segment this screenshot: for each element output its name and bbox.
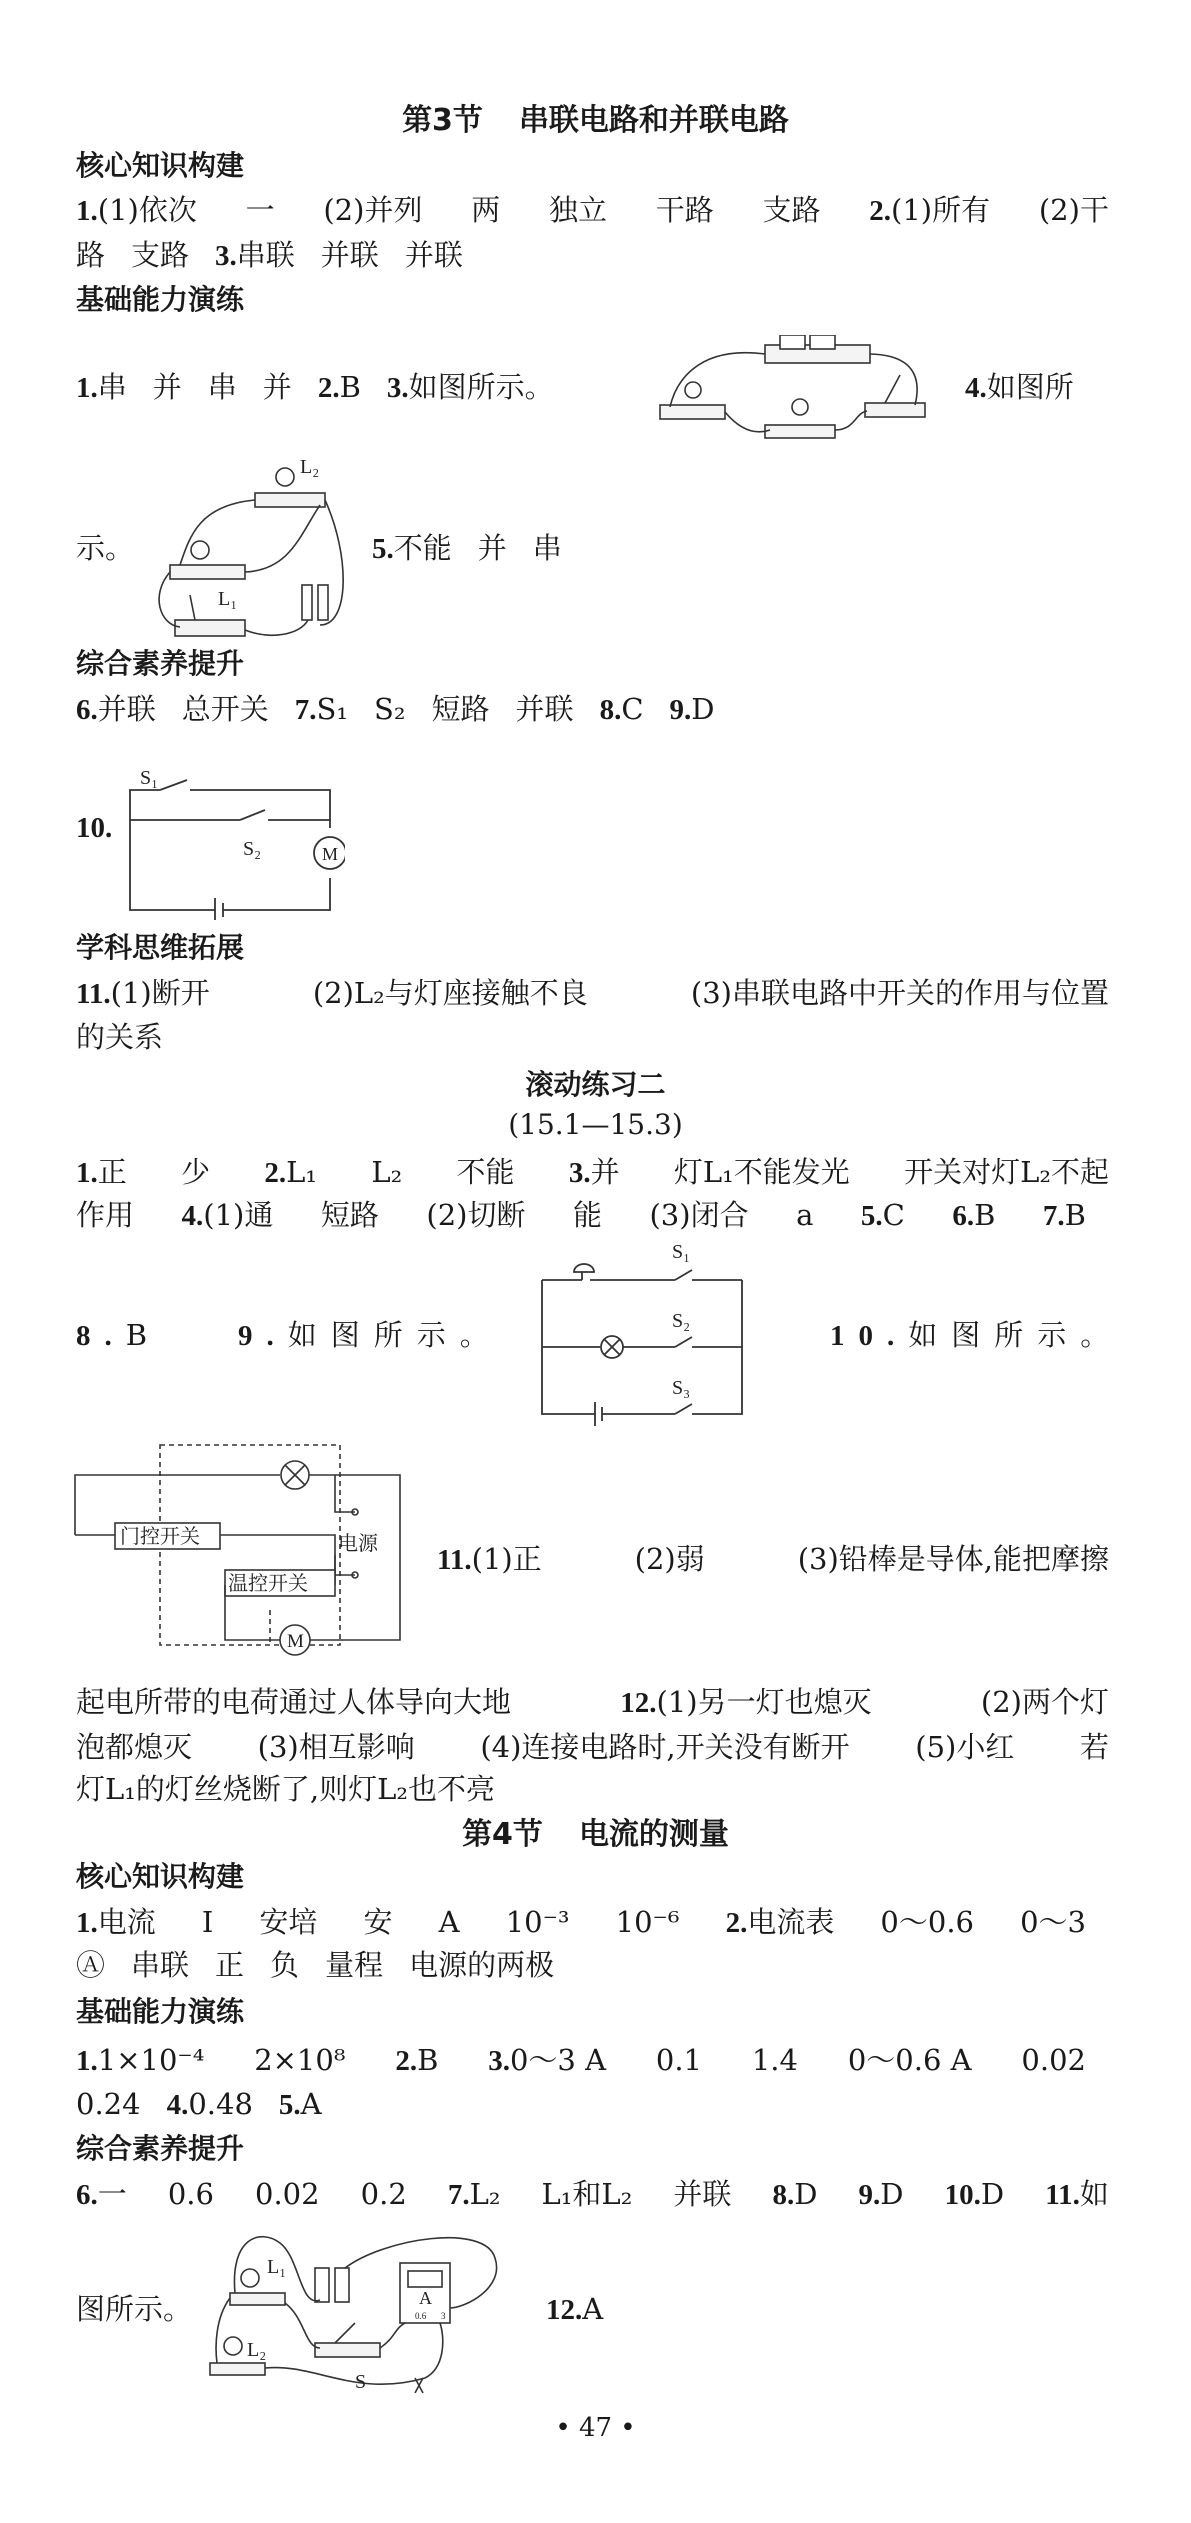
- item-number: 4.: [181, 1199, 204, 1232]
- answer-token: 开关对灯L₂不起: [904, 1155, 1109, 1189]
- item-number: 2.: [395, 2044, 418, 2077]
- answer-text: D: [691, 691, 715, 726]
- answer-token: 泡都熄灭: [76, 1730, 193, 1764]
- item-number: 1.: [76, 2044, 98, 2077]
- answer-text: 不能: [393, 530, 452, 565]
- answer-text: A: [582, 2291, 604, 2326]
- answer-token: (5)小红: [915, 1730, 1015, 1764]
- answer-text: 并联: [97, 691, 156, 726]
- door-switch-label: 门控开关: [120, 1526, 200, 1548]
- answer-text: (1)另一灯也熄灭: [656, 1684, 872, 1719]
- item-number: 2.: [264, 1156, 287, 1189]
- answer-line: [76, 1682, 1109, 1722]
- answer-line: [76, 1315, 187, 1355]
- answer-text: 如图所示。: [287, 1317, 503, 1352]
- answer-token: [546, 2289, 603, 2330]
- answer-token: a: [796, 1198, 814, 1232]
- answer-token: 并联: [320, 238, 379, 272]
- motor-label: M: [322, 844, 339, 864]
- answer-text: B: [339, 369, 361, 404]
- answer-token: 1.4: [751, 2043, 798, 2077]
- answer-token: (3)铅棒是导体,能把摩擦: [797, 1542, 1109, 1576]
- answer-token: 0～0.6: [880, 1905, 974, 1939]
- answer-token: 作用: [76, 1198, 135, 1232]
- answer-line: [76, 235, 489, 275]
- circuit-figure-q9: [530, 1232, 750, 1427]
- answer-text: 正: [97, 1154, 127, 1189]
- answer-line: [238, 1315, 529, 1355]
- switch-label: S: [355, 2371, 367, 2393]
- answer-token: Ⓐ: [76, 1948, 106, 1982]
- motor-label: M: [287, 1631, 304, 1652]
- item-number: 5.: [372, 532, 394, 565]
- answer-token: 支路: [131, 238, 190, 272]
- answer-line: [76, 1195, 1086, 1235]
- answer-token: [869, 190, 990, 231]
- answer-text: C: [882, 1197, 905, 1232]
- answer-token: [448, 2174, 501, 2215]
- lamp-l2-label: L₂: [247, 2339, 267, 2361]
- switch-s1-label: S₁: [140, 770, 159, 789]
- answer-token: L₂: [371, 1155, 403, 1189]
- power-label: 电源: [338, 1533, 378, 1555]
- item-number: 4.: [965, 371, 987, 404]
- answer-text: 如: [1079, 2176, 1109, 2211]
- answer-token: 2×10⁸: [254, 2043, 346, 2077]
- answer-line: [76, 689, 741, 729]
- answer-token: 0.02: [1021, 2043, 1086, 2077]
- answer-token: [76, 1902, 156, 1943]
- answer-token: 0.2: [360, 2177, 407, 2211]
- answer-text: B: [417, 2042, 439, 2077]
- answer-token: [76, 2040, 204, 2081]
- answer-text: 并: [590, 1154, 620, 1189]
- answer-line: [830, 1315, 1149, 1355]
- item-number: 3.: [568, 1156, 591, 1189]
- answer-token: 并: [477, 531, 507, 565]
- answer-token: A: [438, 1905, 460, 1939]
- answer-token: 两: [471, 193, 501, 227]
- answer-text: S₁: [316, 691, 349, 726]
- answer-text: B: [1064, 1197, 1086, 1232]
- item-number: 11.: [437, 1543, 472, 1576]
- answer-token: 图所示。: [76, 2292, 193, 2326]
- answer-text: 如图所: [986, 369, 1074, 404]
- answer-token: [215, 235, 295, 276]
- answer-text: L₁: [286, 1154, 318, 1189]
- lamp-l1-label: L₁: [218, 588, 238, 610]
- answer-text: A: [300, 2086, 322, 2121]
- section-title: [0, 1815, 1191, 1855]
- answer-token: [488, 2040, 606, 2081]
- answer-line: [76, 2174, 1109, 2214]
- answer-line: [372, 528, 588, 568]
- answer-token: [772, 2174, 817, 2215]
- answer-token: 总开关: [181, 692, 269, 726]
- item-number: 7.: [447, 2178, 470, 2211]
- item-number: 9.: [238, 1319, 288, 1352]
- answer-text: B: [125, 1317, 162, 1352]
- item-number: 7.: [1042, 1199, 1065, 1232]
- ammeter-label: A: [419, 2288, 432, 2308]
- answer-line: [76, 1727, 1109, 1767]
- answer-token: 灯L₁不能发光: [673, 1155, 850, 1189]
- answer-token: 0.6: [167, 2177, 214, 2211]
- answer-token: (2)并列: [323, 193, 423, 227]
- item-number: 9.: [858, 2178, 881, 2211]
- circuit-figure-q4: [150, 455, 350, 640]
- page-number: • 47 •: [555, 2413, 636, 2443]
- section-name: 串联电路和并联电路: [518, 103, 789, 138]
- answer-token: 正: [215, 1948, 245, 1982]
- answer-token: [726, 1902, 835, 1943]
- answer-token: 支路: [762, 193, 821, 227]
- section-name: 电流的测量: [578, 1817, 729, 1852]
- answer-token: (2)弱: [634, 1542, 705, 1576]
- answer-token: [965, 367, 1074, 408]
- answer-token: (4)连接电路时,开关没有断开: [480, 1730, 850, 1764]
- answer-token: (2)L₂与灯座接触不良: [312, 976, 588, 1010]
- answer-token: [279, 2084, 322, 2125]
- item-number: 3.: [215, 239, 237, 272]
- answer-text: C: [621, 691, 644, 726]
- answer-text: 串: [97, 369, 127, 404]
- answer-text: 如图所示。: [908, 1317, 1124, 1352]
- answer-token: 的关系: [76, 1020, 164, 1054]
- answer-token: 量程: [325, 1948, 384, 1982]
- answer-token: [76, 190, 197, 231]
- item-number: 2.: [725, 1906, 748, 1939]
- answer-text: (1)依次: [97, 192, 197, 227]
- switch-s2-label: S₂: [243, 838, 262, 860]
- answer-token: [670, 689, 715, 730]
- item-number: 11.: [1045, 2178, 1080, 2211]
- answer-line: [76, 2289, 218, 2329]
- answer-text: 0.48: [188, 2086, 253, 2121]
- item-number: 10.: [76, 812, 113, 844]
- answer-token: [600, 689, 644, 730]
- answer-line: [76, 2084, 348, 2124]
- answer-line: [546, 2289, 629, 2329]
- answer-text: (1)所有: [891, 192, 991, 227]
- answer-token: 短路: [320, 1198, 379, 1232]
- answer-token: I: [201, 1905, 214, 1939]
- answer-token: (2)两个灯: [980, 1685, 1109, 1719]
- heading-core-knowledge: 核心知识构建: [76, 1860, 245, 1893]
- item-number: 6.: [76, 2178, 98, 2211]
- answer-line: [76, 190, 1109, 230]
- answer-token: 能: [572, 1198, 602, 1232]
- answer-text: 1×10⁻⁴: [97, 2042, 205, 2077]
- answer-token: 短路: [431, 692, 490, 726]
- item-number: 1.: [76, 1156, 98, 1189]
- answer-token: [372, 528, 452, 569]
- answer-line: [437, 1539, 1109, 1579]
- answer-token: 并: [152, 370, 182, 404]
- answer-token: 干路: [655, 193, 714, 227]
- item-number: 1.: [76, 1906, 98, 1939]
- switch-s3-label: S₃: [672, 1377, 691, 1399]
- answer-text: 电流: [97, 1904, 156, 1939]
- answer-token: S₂: [374, 692, 406, 726]
- heading-comprehensive: 综合素养提升: [76, 2132, 245, 2165]
- item-number: 12.: [546, 2293, 583, 2326]
- answer-text: (1)通: [203, 1197, 274, 1232]
- circuit-figure-q3: [655, 335, 930, 440]
- answer-text: D: [980, 2176, 1005, 2211]
- answer-text: B: [974, 1197, 996, 1232]
- answer-token: [238, 1315, 503, 1356]
- item-number: 12.: [620, 1686, 657, 1719]
- answer-token: (3)闭合: [649, 1198, 749, 1232]
- lamp-l2-label: L₂: [300, 456, 320, 478]
- answer-token: 0.1: [655, 2043, 703, 2077]
- switch-s1-label: S₁: [672, 1241, 691, 1263]
- answer-token: 示。: [76, 531, 135, 565]
- item-number: 2.: [869, 194, 892, 227]
- answer-token: (3)相互影响: [257, 1730, 415, 1764]
- review-title: 滚动练习二: [525, 1068, 666, 1101]
- answer-line: [76, 1152, 1109, 1192]
- heading-basic-practice: 基础能力演练: [76, 1995, 245, 2028]
- item-number: 8.: [599, 693, 622, 726]
- answer-token: [569, 1152, 620, 1193]
- answer-line: [76, 1902, 1086, 1942]
- answer-text: D: [794, 2176, 818, 2211]
- answer-token: 灯L₁的灯丝烧断了,则灯L₂也不亮: [76, 1772, 495, 1806]
- item-number: 3.: [386, 371, 409, 404]
- answer-token: 0～3: [1020, 1905, 1086, 1939]
- answer-text: L₂: [469, 2176, 501, 2211]
- answer-token: 并联: [515, 692, 574, 726]
- answer-token: [76, 1315, 161, 1356]
- answer-text: D: [880, 2176, 904, 2211]
- answer-token: [620, 1682, 871, 1723]
- heading-basic-practice: 基础能力演练: [76, 283, 245, 316]
- answer-token: (2)切断: [426, 1198, 526, 1232]
- answer-token: [264, 1152, 317, 1193]
- answer-token: [861, 1195, 905, 1236]
- answer-text: 一: [97, 2176, 127, 2211]
- answer-line: [965, 367, 1100, 407]
- item-number: 11.: [76, 977, 111, 1010]
- answer-token: [952, 1195, 995, 1236]
- answer-token: [76, 2174, 127, 2215]
- answer-token: (3)串联电路中开关的作用与位置: [690, 976, 1109, 1010]
- answer-text: (1)正: [471, 1541, 542, 1576]
- answer-line: [76, 367, 580, 407]
- answer-token: 一: [245, 193, 275, 227]
- answer-token: 少: [181, 1155, 211, 1189]
- answer-token: [437, 1539, 542, 1580]
- item-number: 1.: [76, 371, 98, 404]
- answer-token: [182, 1195, 274, 1236]
- answer-line: [76, 973, 1109, 1013]
- answer-token: [1045, 2174, 1109, 2215]
- answer-token: [76, 1152, 127, 1193]
- temp-switch-label: 温控开关: [228, 1573, 308, 1595]
- item-number: 2.: [317, 371, 340, 404]
- answer-token: [318, 367, 361, 408]
- item-number: 5.: [278, 2088, 301, 2121]
- answer-token: 0.02: [255, 2177, 320, 2211]
- answer-token: 串: [532, 531, 562, 565]
- answer-token: 不能: [456, 1155, 515, 1189]
- circuit-figure-q11: [205, 2228, 515, 2393]
- circuit-figure-q10: [115, 770, 345, 920]
- answer-token: [387, 367, 554, 408]
- answer-token: 0～0.6 A: [847, 2043, 972, 2077]
- answer-token: 10⁻³: [505, 1905, 570, 1939]
- section-number: 第3节: [402, 103, 483, 138]
- answer-line: [76, 1769, 521, 1809]
- heading-subject-thinking: 学科思维拓展: [76, 931, 245, 964]
- answer-token: 起电所带的电荷通过人体导向大地: [76, 1685, 512, 1719]
- circuit-figure-q10-review: [70, 1435, 415, 1660]
- answer-line: [76, 2040, 1086, 2080]
- switch-s2-label: S₂: [672, 1310, 691, 1332]
- item-number: 8.: [76, 1319, 126, 1352]
- ammeter-scale-06: 0.6: [415, 2311, 427, 2321]
- section-number: 第4节: [462, 1817, 543, 1852]
- heading-core-knowledge: 核心知识构建: [76, 149, 245, 182]
- answer-text: 电流表: [747, 1904, 835, 1939]
- answer-text: 0～3 A: [509, 2042, 607, 2077]
- heading-comprehensive: 综合素养提升: [76, 647, 245, 680]
- answer-token: 0.24: [76, 2087, 141, 2121]
- answer-token: [76, 973, 210, 1014]
- item-number: 5.: [860, 1199, 883, 1232]
- answer-text: 如图所示。: [408, 369, 554, 404]
- answer-line: [76, 1945, 580, 1985]
- item-number: 4.: [166, 2088, 189, 2121]
- answer-token: 负: [270, 1948, 300, 1982]
- answer-token: [295, 689, 348, 730]
- item-number: 10.: [830, 1319, 909, 1352]
- item-number: 3.: [488, 2044, 510, 2077]
- answer-token: [945, 2174, 1005, 2215]
- answer-token: [1043, 1195, 1086, 1236]
- answer-token: [76, 367, 127, 408]
- answer-token: 若: [1079, 1730, 1109, 1764]
- answer-token: 并: [262, 370, 292, 404]
- item-number: 9.: [669, 693, 692, 726]
- answer-token: L₁和L₂: [541, 2177, 633, 2211]
- answer-line: [76, 1017, 189, 1057]
- answer-token: (2)干: [1038, 193, 1109, 227]
- question-10-number: [76, 808, 112, 848]
- review-range: (15.1—15.3): [508, 1108, 683, 1141]
- answer-token: 安培: [259, 1905, 318, 1939]
- item-number: 6.: [952, 1199, 975, 1232]
- answer-token: [76, 689, 156, 730]
- answer-token: 串联: [131, 1948, 190, 1982]
- answer-token: 路: [76, 238, 106, 272]
- answer-line: [76, 528, 160, 568]
- item-number: 6.: [76, 693, 98, 726]
- answer-token: 电源的两极: [409, 1948, 555, 1982]
- item-number: 10.: [944, 2178, 981, 2211]
- lamp-l1-label: L₁: [267, 2256, 287, 2278]
- ammeter-scale-3: 3: [441, 2311, 446, 2321]
- item-number: 8.: [772, 2178, 795, 2211]
- answer-token: 并联: [673, 2177, 732, 2211]
- answer-token: 串: [207, 370, 237, 404]
- answer-token: [167, 2084, 253, 2125]
- section-title: [0, 101, 1191, 141]
- answer-token: 安: [363, 1905, 393, 1939]
- item-number: 1.: [76, 194, 98, 227]
- answer-token: 并联: [404, 238, 463, 272]
- item-number: 7.: [294, 693, 317, 726]
- answer-token: [859, 2174, 904, 2215]
- answer-token: 独立: [548, 193, 607, 227]
- answer-token: [395, 2040, 438, 2081]
- answer-text: 串联: [236, 237, 295, 272]
- answer-token: 10⁻⁶: [615, 1905, 680, 1939]
- answer-token: [830, 1315, 1123, 1356]
- answer-text: (1)断开: [110, 975, 210, 1010]
